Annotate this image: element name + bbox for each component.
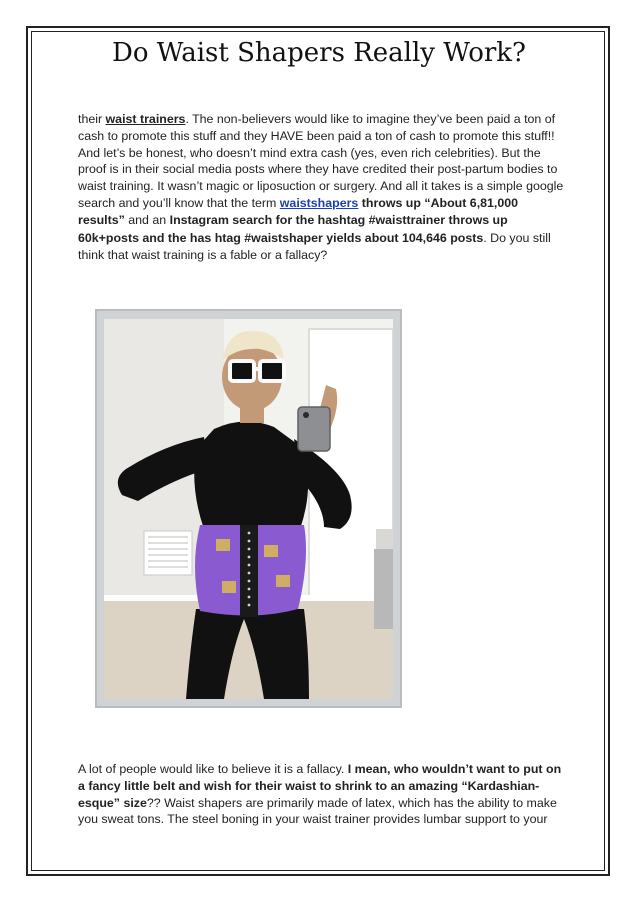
waist-trainers-link[interactable]: waist trainers [105, 112, 186, 126]
p3-text-1: A lot of people would like to believe it is a fallacy. [78, 762, 348, 776]
page-title: Do Waist Shapers Really Work? [111, 38, 526, 68]
paragraph-2 [78, 230, 568, 264]
p3-text-2: ?? Waist shapers are primarily made of latex, which has the ability to make you sweat tons. The steel boning in your waist trainer provides lumbar support to your [78, 795, 557, 827]
photo-frame [95, 309, 402, 708]
paragraph-1 [78, 111, 568, 229]
waist-trainer-photo [104, 319, 393, 699]
p2-bold-posts: 60k+posts and the has htag #waistshaper yields about 104,646 posts [78, 231, 484, 245]
p1-text-2: . The non-believers would like to imagine they’ve been paid a ton of cash to promote this stuff and they HAVE been paid a ton of cash to promote this stuff!! And let’s be honest, who doesn’t mind extra cash (yes, even rich celebrities). But the proof is in their social media posts where they have credited their post-partum bodies to waist training. It wasn’t magic or liposuction or surgery. And all it takes is a simple google search and you’ll know that the term [78, 112, 564, 210]
p1-text-1: their [78, 112, 106, 126]
p2-text: . Do you still think that waist training is a fable or a fallacy? [78, 231, 551, 262]
p1-bold-results: throws up “About 6,81,000 results” [78, 195, 519, 227]
waistshapers-link[interactable]: waistshapers [279, 195, 359, 210]
p1-bold-instagram: Instagram search for the hashtag #waisttrainer throws up [169, 212, 508, 227]
p3-bold: I mean, who wouldn’t want to put on a fancy little belt and wish for their waist to shrink to an amazing “Kardashian-esque” size [78, 762, 562, 810]
p1-text-3: and an [124, 212, 170, 227]
paragraph-3 [78, 761, 568, 828]
photo-illustration [104, 319, 393, 699]
